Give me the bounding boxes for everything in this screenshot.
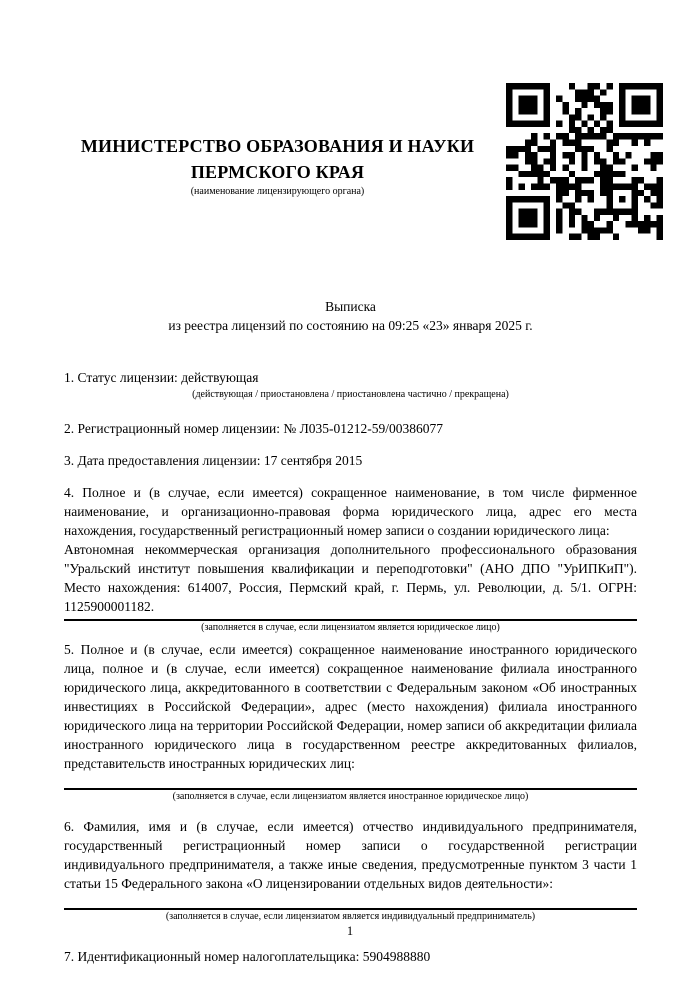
- entrepreneur-caption: (заполняется в случае, если лицензиатом является индивидуальный предприниматель): [165, 911, 536, 922]
- foreign-entity-item: [64, 640, 637, 803]
- qr-code-icon: [506, 83, 663, 240]
- license-status-item: [64, 368, 637, 401]
- legal-entity-value: Автономная некоммерческая организация дополнительного профессионального образования "Уральский институт повышения квалификации и переподготовки" (АНО ДПО "УрИПКиП"). Место нахождения: 614007, Россия, Пермский край, г. Пермь, ул. Революции, д. 5/1. ОГРН: 1125900001182.: [64, 542, 637, 614]
- registration-number-item: [64, 419, 637, 439]
- legal-entity-item: [64, 483, 637, 634]
- foreign-entity-text: 5. Полное и (в случае, если имеется) сокращенное наименование иностранного юридического лица, полное и (в случае, если имеется) сокращенное наименование филиала иностранного юридического лица, аккредитованного в соответствии с Федеральным законом «Об иностранных инвестициях в Российской Федерации», адрес (место нахождения) филиала иностранного юридического лица на территории Российской Федерации, номер записи об аккредитации филиала иностранного юридического лица в государственном реестре аккредитованных филиалов, представительств иностранных юридических лиц:: [64, 642, 637, 771]
- entrepreneur-text: 6. Фамилия, имя и (в случае, если имеется) отчество индивидуального предпринимателя, государственный регистрационный номер записи о государственной регистрации индивидуального предпринимателя, а также иные сведения, предусмотренные пунктом 3 части 1 статьи 15 Федерального закона «О лицензировании отдельных видов деятельности»:: [64, 819, 637, 891]
- grant-date-label: 3. Дата предоставления лицензии:: [64, 453, 261, 468]
- page-number: 1: [346, 924, 354, 938]
- registration-number-label: 2. Регистрационный номер лицензии:: [64, 421, 281, 436]
- taxpayer-number-line: [64, 947, 637, 967]
- legal-entity-caption: (заполняется в случае, если лицензиатом является юридическое лицо): [201, 622, 500, 633]
- document-body: [64, 368, 637, 967]
- grant-date-item: [64, 451, 637, 471]
- legal-entity-text: 4. Полное и (в случае, если имеется) сокращенное наименование, в том числе фирменное наименование, и организационно-правовая форма юридического лица, адрес его места нахождения, государственный регистрационный номер записи о создании юридического лица:: [64, 485, 637, 538]
- taxpayer-number-label: 7. Идентификационный номер налогоплательщика:: [64, 949, 360, 964]
- ministry-name-line1: МИНИСТЕРСТВО ОБРАЗОВАНИЯ И НАУКИ: [80, 136, 475, 156]
- license-status-line: [64, 368, 637, 388]
- registration-number-value: № Л035-01212-59/00386077: [283, 421, 444, 436]
- ministry-name-line2: ПЕРМСКОГО КРАЯ: [190, 162, 365, 182]
- document-title-line2: из реестра лицензий по состоянию на 09:25 «23» января 2025 г.: [168, 318, 533, 333]
- foreign-entity-caption: (заполняется в случае, если лицензиатом является иностранное юридическое лицо): [172, 791, 529, 802]
- license-status-label: 1. Статус лицензии:: [64, 370, 178, 385]
- grant-date-value: 17 сентября 2015: [263, 453, 363, 468]
- document-title: [64, 297, 637, 335]
- document-title-line1: Выписка: [325, 299, 376, 314]
- registration-number-line: [64, 419, 637, 439]
- entrepreneur-item: [64, 817, 637, 923]
- license-status-caption: (действующая / приостановлена / приостановлена частично / прекращена): [192, 389, 509, 400]
- ministry-header: [65, 133, 490, 198]
- licensing-authority-caption: (наименование лицензирующего органа): [190, 186, 365, 197]
- taxpayer-number-item: [64, 947, 637, 967]
- license-status-value: действующая: [181, 370, 259, 385]
- taxpayer-number-value: 5904988880: [362, 949, 431, 964]
- grant-date-line: [64, 451, 637, 471]
- qr-code-svg: [506, 83, 663, 240]
